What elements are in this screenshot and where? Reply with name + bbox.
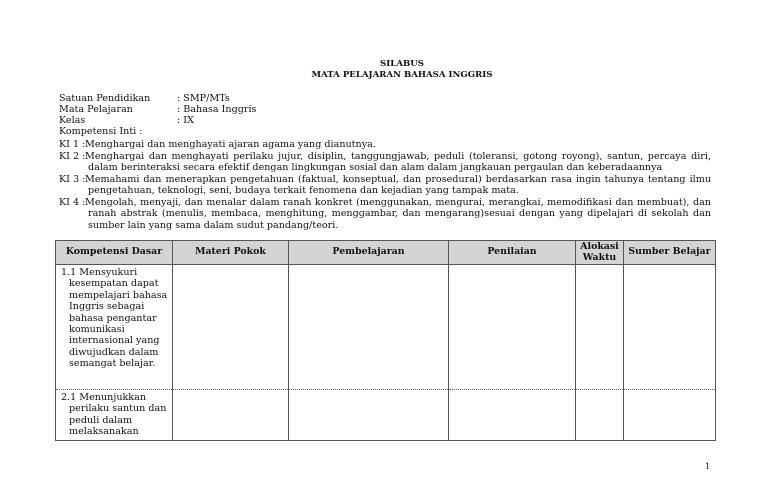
ki-text: Menghargai dan menghayati ajaran agama yang dianutnya. (85, 139, 376, 150)
ki-code: KI 1 : (59, 139, 86, 150)
syllabus-table (55, 240, 716, 441)
table-cell (624, 390, 716, 441)
ki-code: KI 4 : (59, 197, 86, 208)
table-header-row (56, 241, 716, 265)
table-cell (624, 265, 716, 390)
column-header: Alokasi Waktu (576, 241, 624, 265)
ki-text: Menghargai dan menghayati perilaku jujur, disiplin, tanggungjawab, peduli (toleransi, gotong royong), santun, percaya diri, dalam berinteraksi secara efektif dengan lingkungan sosial dan alam dalam jangkauan pergaulan dan keberadaannya (85, 151, 711, 174)
column-header: Penilaian (449, 241, 576, 265)
document-subtitle: MATA PELAJARAN BAHASA INGGRIS (311, 70, 493, 80)
table-cell (56, 390, 173, 441)
table-cell (576, 265, 624, 390)
table-cell (449, 265, 576, 390)
identity-label: Kelas (59, 115, 86, 126)
identity-label: Satuan Pendidikan (59, 93, 151, 104)
kd-text: 2.1 Menunjukkan perilaku santun dan peduli dalam melaksanakan (61, 392, 167, 438)
identity-value: : Bahasa Inggris (177, 104, 257, 115)
kd-text: 1.1 Mensyukuri kesempatan dapat mempelajari bahasa Inggris sebagai bahasa pengantar komunikasi internasional yang diwujudkan dalam semangat belajar. (61, 267, 168, 370)
table-cell (289, 390, 449, 441)
column-header: Materi Pokok (173, 241, 289, 265)
table-row (56, 265, 716, 390)
column-header: Kompetensi Dasar (56, 241, 173, 265)
table-cell (289, 265, 449, 390)
identity-value: : IX (177, 115, 194, 126)
identity-value: : SMP/MTs (177, 93, 230, 104)
table-cell (56, 265, 173, 390)
ki-item (59, 197, 711, 231)
ki-item (59, 174, 711, 197)
identity-label: Mata Pelajaran (59, 104, 133, 115)
ki-code: KI 2 : (59, 151, 86, 162)
table-cell (173, 265, 289, 390)
table-cell (449, 390, 576, 441)
ki-item (59, 151, 711, 174)
column-header: Pembelajaran (289, 241, 449, 265)
ki-text: Memahami dan menerapkan pengetahuan (faktual, konseptual, dan prosedural) berdasarkan rasa ingin tahunya tentang ilmu pengetahuan, teknologi, seni, budaya terkait fenomena dan kejadian yang tampak mata. (85, 174, 711, 197)
column-header: Sumber Belajar (624, 241, 716, 265)
ki-item (59, 139, 711, 150)
identity-label: Kompetensi Inti : (59, 126, 143, 137)
page-number: 1 (705, 462, 711, 471)
document-title: SILABUS (380, 59, 424, 69)
ki-text: Mengolah, menyaji, dan menalar dalam ranah konkret (menggunakan, mengurai, merangkai, memodifikasi dan membuat), dan ranah abstrak (menulis, membaca, menghitung, menggambar, dan mengarang)sesuai dengan yang dipelajari di sekolah dan sumber lain yang sama dalam sudut pandang/teori. (85, 197, 711, 231)
ki-code: KI 3 : (59, 174, 86, 185)
table-cell (173, 390, 289, 441)
table-row (56, 390, 716, 441)
table-cell (576, 390, 624, 441)
